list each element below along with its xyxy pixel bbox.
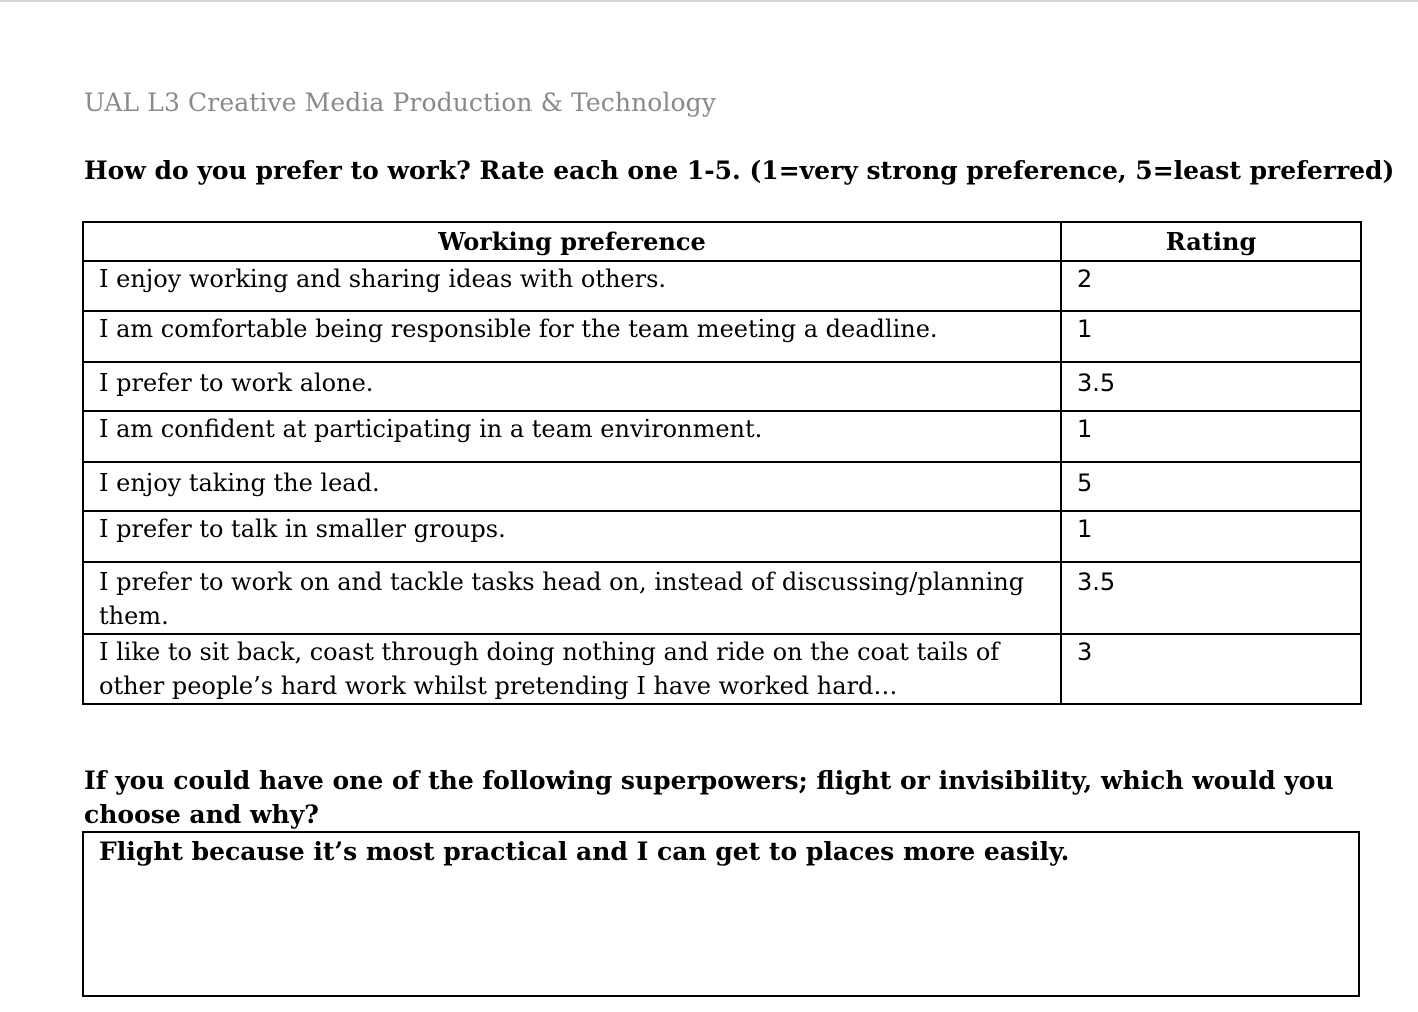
table-header-row <box>83 222 1361 261</box>
preference-cell: I am comfortable being responsible for the team meeting a deadline. <box>83 311 1061 362</box>
rating-cell[interactable]: 1 <box>1061 411 1361 462</box>
preference-cell: I prefer to work on and tackle tasks head on, instead of discussing/planning them. <box>83 562 1061 634</box>
preference-cell: I like to sit back, coast through doing nothing and ride on the coat tails of other people’s hard work whilst pretending I have worked hard… <box>83 634 1061 704</box>
column-header-rating: Rating <box>1061 222 1361 261</box>
preference-cell: I prefer to work alone. <box>83 362 1061 411</box>
preferences-table <box>82 221 1362 705</box>
preference-cell: I enjoy working and sharing ideas with others. <box>83 261 1061 311</box>
table-row <box>83 261 1361 311</box>
question-work-preference: How do you prefer to work? Rate each one 1-5. (1=very strong preference, 5=least preferred) <box>84 156 1395 185</box>
preference-cell: I prefer to talk in smaller groups. <box>83 511 1061 562</box>
rating-cell[interactable]: 3 <box>1061 634 1361 704</box>
rating-cell[interactable]: 3.5 <box>1061 362 1361 411</box>
column-header-preference: Working preference <box>83 222 1061 261</box>
document-header: UAL L3 Creative Media Production & Technology <box>84 88 717 117</box>
preference-cell: I enjoy taking the lead. <box>83 462 1061 511</box>
table-row <box>83 362 1361 411</box>
table-row <box>83 511 1361 562</box>
table-row <box>83 411 1361 462</box>
rating-cell[interactable]: 1 <box>1061 311 1361 362</box>
preference-cell: I am confident at participating in a team environment. <box>83 411 1061 462</box>
table-row <box>83 562 1361 634</box>
question-superpower: If you could have one of the following superpowers; flight or invisibility, which would you choose and why? <box>84 766 1334 829</box>
table-row <box>83 634 1361 704</box>
table-row <box>83 462 1361 511</box>
table-row <box>83 311 1361 362</box>
superpower-answer-box[interactable]: Flight because it’s most practical and I can get to places more easily. <box>82 831 1360 997</box>
rating-cell[interactable]: 5 <box>1061 462 1361 511</box>
rating-cell[interactable]: 2 <box>1061 261 1361 311</box>
rating-cell[interactable]: 1 <box>1061 511 1361 562</box>
rating-cell[interactable]: 3.5 <box>1061 562 1361 634</box>
